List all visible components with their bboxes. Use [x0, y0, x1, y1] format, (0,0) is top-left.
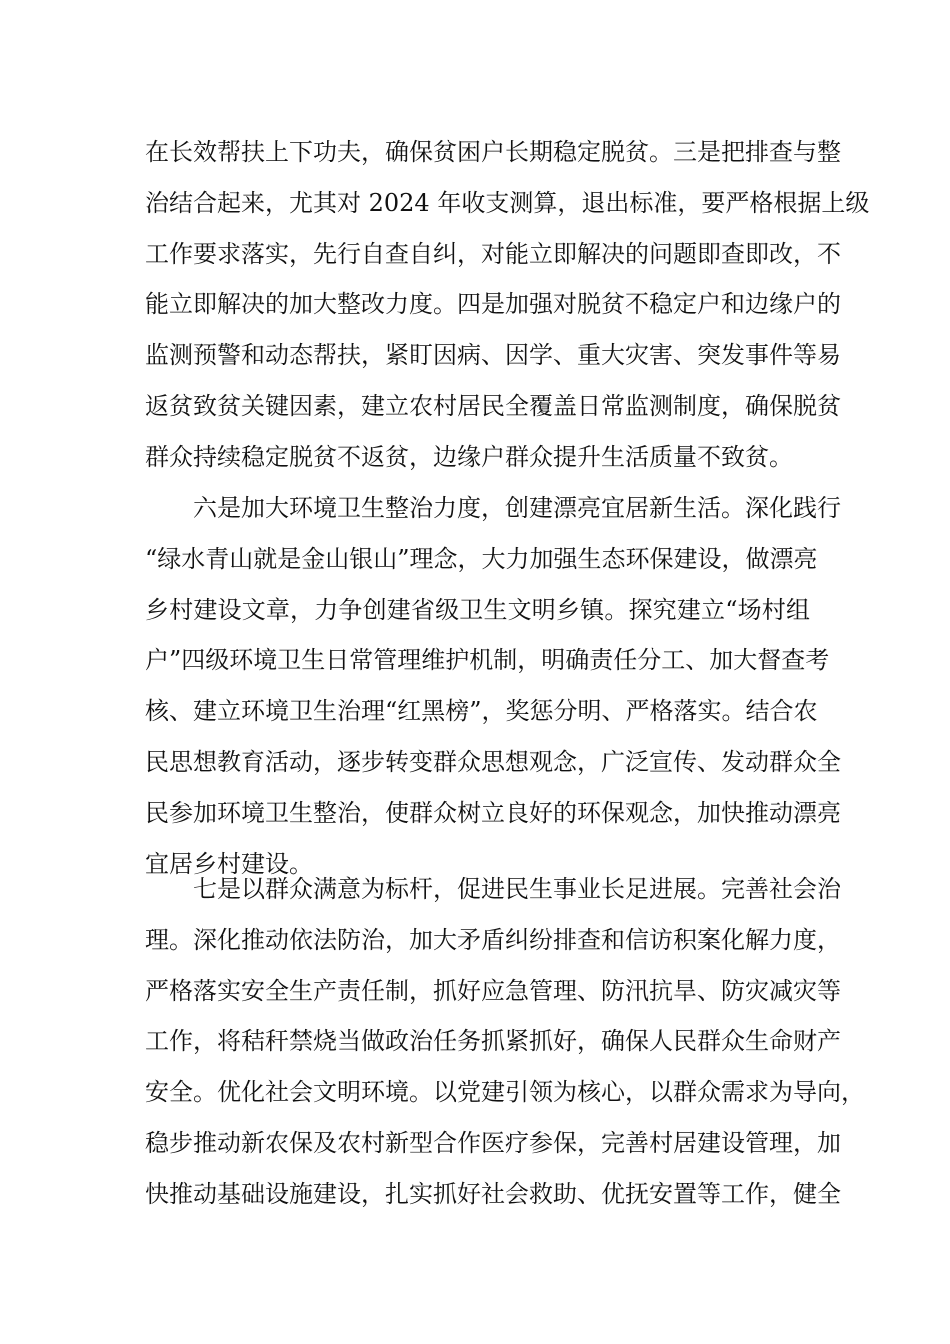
paragraph-line: 稳步推动新农保及农村新型合作医疗参保，完善村居建设管理，加	[145, 1128, 841, 1157]
paragraph-line: 能立即解决的加大整改力度。四是加强对脱贫不稳定户和边缘户的	[145, 290, 841, 319]
paragraph-line: 民参加环境卫生整治，使群众树立良好的环保观念，加快推动漂亮	[145, 798, 841, 827]
paragraph-line: 在长效帮扶上下功夫，确保贫困户长期稳定脱贫。三是把排查与整	[145, 138, 841, 166]
paragraph-line: 安全。优化社会文明环境。以党建引领为核心，以群众需求为导向，	[145, 1078, 865, 1107]
paragraph-line: 工作要求落实，先行自查自纠，对能立即解决的问题即查即改，不	[145, 239, 841, 268]
paragraph-first-line: 七是以群众满意为标杆，促进民生事业长足进展。完善社会治	[193, 875, 841, 903]
paragraph-line: 监测预警和动态帮扶，紧盯因病、因学、重大灾害、突发事件等易	[145, 341, 841, 370]
paragraph-line: 返贫致贫关键因素，建立农村居民全覆盖日常监测制度，确保脱贫	[145, 391, 841, 420]
paragraph-line: 快推动基础设施建设，扎实抓好社会救助、优抚安置等工作，健全	[145, 1179, 841, 1208]
paragraph-line: 乡村建设文章，力争创建省级卫生文明乡镇。探究建立“场村组	[145, 595, 810, 624]
paragraph-first-line: 六是加大环境卫生整治力度，创建漂亮宜居新生活。深化践行	[193, 494, 841, 522]
paragraph-line: 民思想教育活动，逐步转变群众思想观念，广泛宣传、发动群众全	[145, 747, 841, 776]
paragraph-line: 治结合起来，尤其对 2024 年收支测算，退出标准，要严格根据上级	[145, 188, 870, 217]
paragraph-line: “绿水青山就是金山银山”理念，大力加强生态环保建设，做漂亮	[145, 544, 818, 573]
paragraph-livelihood	[145, 864, 865, 1220]
paragraph-line: 群众持续稳定脱贫不返贫，边缘户群众提升生活质量不致贫。	[145, 442, 793, 471]
paragraph-line: 核、建立环境卫生治理“红黑榜”，奖惩分明、严格落实。结合农	[145, 697, 818, 726]
paragraph-line: 户”四级环境卫生日常管理维护机制，明确责任分工、加大督查考	[145, 646, 830, 675]
paragraph-line: 理。深化推动依法防治，加大矛盾纠纷排查和信访积案化解力度，	[145, 925, 841, 954]
paragraph-line: 宜居乡村建设。	[145, 849, 313, 878]
paragraph-line: 工作，将秸秆禁烧当做政治任务抓紧抓好，确保人民群众生命财产	[145, 1027, 841, 1056]
paragraph-line: 严格落实安全生产责任制，抓好应急管理、防汛抗旱、防灾减灾等	[145, 976, 841, 1005]
paragraph-poverty-monitoring	[145, 127, 870, 483]
